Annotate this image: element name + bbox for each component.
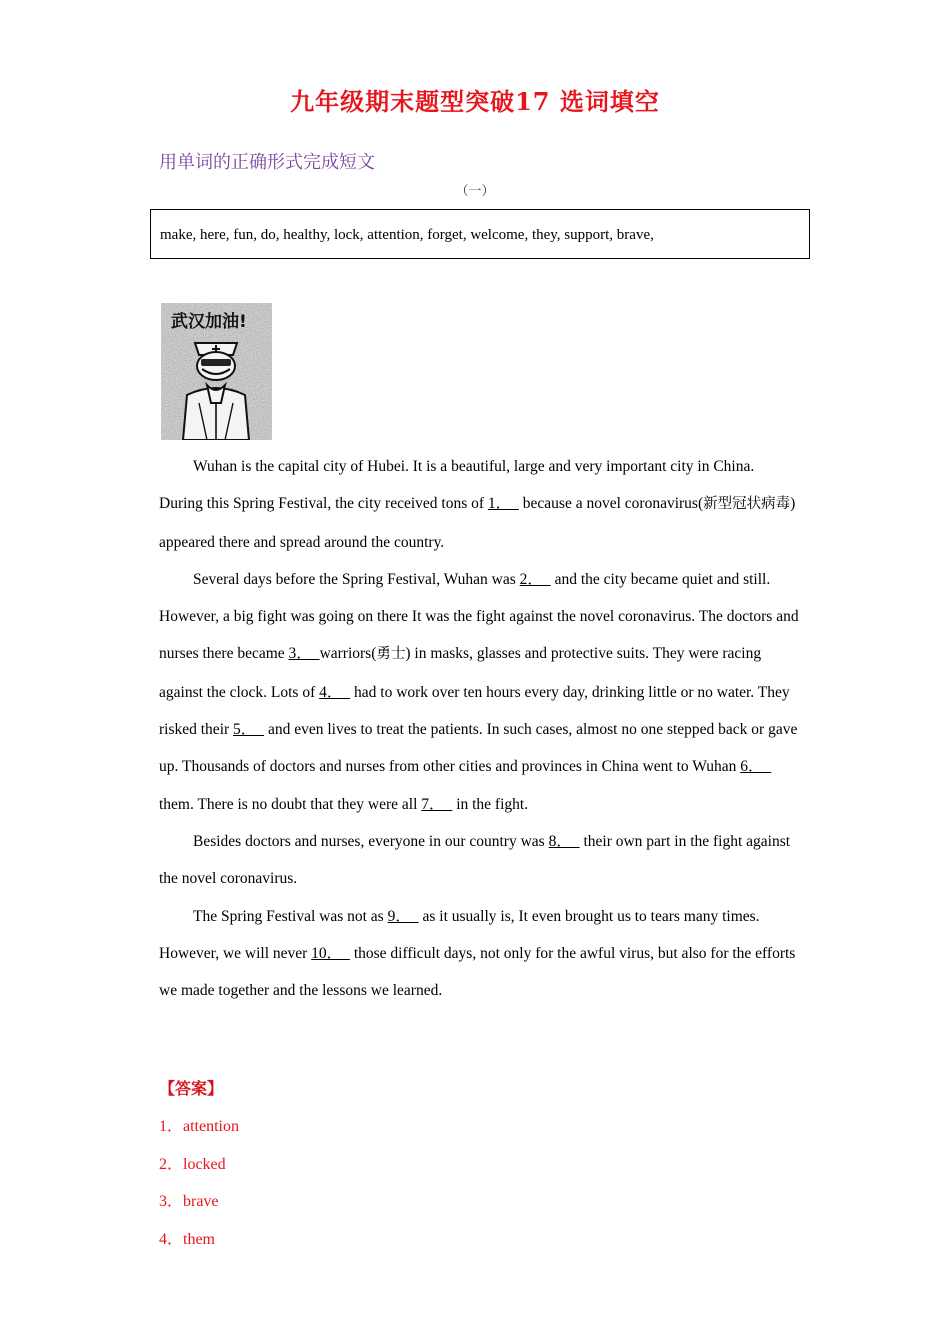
paragraph-4: The Spring Festival was not as 9． as it usually is, It even brought us to tears many times. However, we will never 10． those difficult days, not only for the awful virus, but also for the efforts we made together and the lessons we learned. xyxy=(159,907,796,1000)
paragraph-2: Several days before the Spring Festival, Wuhan was 2． and the city became quiet and still. However, a big fight was going on there It was the fight against the novel coronavirus. The doctors and nurses there became 3． warriors(勇士) in masks, glasses and protective suits. They were racing against the clock. Lots of 4． had to work over ten hours every day, drinking little or no water. They risked their 5． and even lives to treat the patients. In such cases, almost no one stepped back or gave up. Thousands of doctors and nurses from other cities and provinces in China went to Wuhan 6． them. There is no doubt that they were all 7． in the fight. xyxy=(159,570,799,813)
section-number: （一） xyxy=(455,184,495,199)
blank-6[interactable]: 6． xyxy=(740,758,772,776)
blank-2[interactable]: 2． xyxy=(519,570,551,588)
answer-list xyxy=(159,1108,239,1258)
blank-9[interactable]: 9． xyxy=(387,907,419,925)
section-instruction: 用单词的正确形式完成短文 xyxy=(159,152,375,173)
answer-item: 2．locked xyxy=(159,1155,226,1173)
blank-4[interactable]: 4． xyxy=(319,683,351,701)
nurse-illustration xyxy=(161,303,272,440)
answer-item: 1．attention xyxy=(159,1118,239,1135)
blank-1[interactable]: 1． xyxy=(487,495,519,513)
blank-3[interactable]: 3． xyxy=(288,645,320,663)
paragraph-1: Wuhan is the capital city of Hubei. It is a beautiful, large and very important city in China. During this Spring Festival, the city received tons of 1． because a novel coronavirus(新型冠状病毒) appeared there and spread around the country. xyxy=(159,458,796,551)
reading-passage xyxy=(159,448,799,1009)
illustration-caption: 武汉加油! xyxy=(171,312,247,332)
answer-item: 4．them xyxy=(159,1230,215,1248)
blank-7[interactable]: 7． xyxy=(421,795,453,813)
document-title: 九年级期末题型突破17 选词填空 xyxy=(290,87,660,116)
blank-10[interactable]: 10． xyxy=(311,944,350,962)
word-bank-box: make, here, fun, do, healthy, lock, attention, forget, welcome, they, support, brave, xyxy=(150,209,810,259)
paragraph-3: Besides doctors and nurses, everyone in our country was 8． their own part in the fight against the novel coronavirus. xyxy=(159,832,791,888)
blank-5[interactable]: 5． xyxy=(233,721,265,739)
blank-8[interactable]: 8． xyxy=(548,832,580,850)
answer-heading: 【答案】 xyxy=(159,1079,224,1098)
answer-item: 3．brave xyxy=(159,1193,219,1210)
